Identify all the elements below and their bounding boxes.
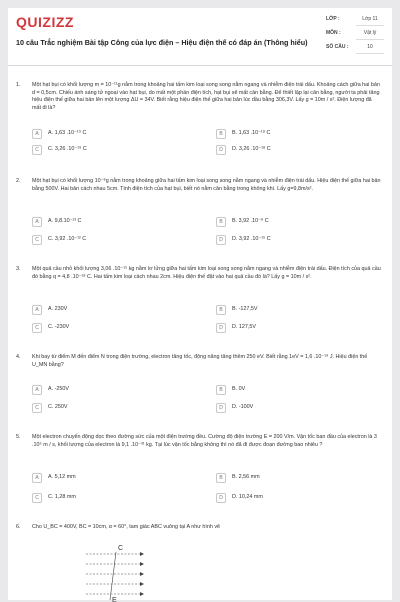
meta-subject xyxy=(326,30,386,42)
option-letter: C xyxy=(32,403,42,413)
option-c[interactable] xyxy=(32,234,202,246)
option-a[interactable] xyxy=(32,216,202,228)
option-text: C. 3,92 .10⁻¹² C xyxy=(48,236,87,242)
question-number: 2. xyxy=(16,178,21,184)
option-text: B. 2,56 mm xyxy=(232,474,260,480)
option-b[interactable] xyxy=(216,304,386,316)
option-letter: C xyxy=(32,145,42,155)
option-letter: D xyxy=(216,403,226,413)
question-5 xyxy=(8,434,392,514)
option-b[interactable] xyxy=(216,216,386,228)
electric-field-diagram xyxy=(82,542,172,602)
meta-subject-label: MÔN : xyxy=(326,30,341,36)
page-title: 10 câu Trắc nghiệm Bài tập Công của lực điện – Hiệu điện thế có đáp án (Thông hiểu) xyxy=(16,38,308,47)
question-text: Khi bay từ điểm M đến điểm N trong điện trường, electron tăng tốc, động năng tăng thêm 250 eV. Biết rằng 1eV = 1,6 .10⁻¹⁹ J. Hiệu điện thế U_MN bằng? xyxy=(32,354,368,368)
option-letter: D xyxy=(216,235,226,245)
option-text: B. -127,5V xyxy=(232,306,258,312)
option-letter: B xyxy=(216,473,226,483)
meta-subject-value: Vật lý xyxy=(356,30,384,40)
option-text: A. 230V xyxy=(48,306,68,312)
option-letter: A xyxy=(32,305,42,315)
option-d[interactable] xyxy=(216,322,386,334)
option-a[interactable] xyxy=(32,384,202,396)
question-3 xyxy=(8,266,392,342)
worksheet-header xyxy=(8,8,392,66)
option-letter: C xyxy=(32,235,42,245)
option-c[interactable] xyxy=(32,322,202,334)
option-d[interactable] xyxy=(216,492,386,504)
quizizz-logo: QUIZIZZ xyxy=(16,14,74,30)
option-a[interactable] xyxy=(32,128,202,140)
question-2 xyxy=(8,178,392,248)
question-number: 5. xyxy=(16,434,21,440)
worksheet-page xyxy=(8,8,392,600)
meta-count-value: 10 xyxy=(356,44,384,54)
option-text: C. -230V xyxy=(48,324,70,330)
meta-class xyxy=(326,16,386,28)
option-letter: C xyxy=(32,323,42,333)
option-letter: B xyxy=(216,305,226,315)
option-text: D. 127,5V xyxy=(232,324,256,330)
option-letter: D xyxy=(216,145,226,155)
option-text: A. 9,8.10⁻¹³ C xyxy=(48,218,82,224)
option-letter: A xyxy=(32,217,42,227)
option-letter: A xyxy=(32,385,42,395)
option-text: A. -250V xyxy=(48,386,69,392)
option-letter: A xyxy=(32,473,42,483)
option-a[interactable] xyxy=(32,472,202,484)
option-c[interactable] xyxy=(32,492,202,504)
question-text: Cho U_BC = 400V, BC = 10cm, α = 60°, tam giác ABC vuông tại A như hình vẽ xyxy=(32,524,221,530)
field-e-label: E xyxy=(112,597,117,602)
option-letter: B xyxy=(216,385,226,395)
question-text: Một electron chuyển động dọc theo đường sức của một điện trường đều. Cường độ điện trường E = 200 V/m. Vận tốc ban đầu của electron là 3 .10⁵ m / s, khối lượng của electron là 9,1 .10⁻³¹ kg. Tại lúc vận tốc bằng không thì nó đã đi được đoạn đường bao nhiêu ? xyxy=(32,434,377,448)
option-c[interactable] xyxy=(32,144,202,156)
question-number: 3. xyxy=(16,266,21,272)
option-d[interactable] xyxy=(216,144,386,156)
question-text: Một hạt bụi có khối lượng 10⁻⁸g nằm trong khoảng giữa hai tấm kim loại song song nằm ngang và nhiễm điện trái dấu. Hiệu điện thế giữa hai bản bằng 500V. Hai bản cách nhau 5cm. Tính điện tích của hạt bụi, biết nó nằm cân bằng trong không khí. Lấy g=9,8m/s². xyxy=(32,178,381,192)
option-text: B. 1,63 .10⁻¹⁸ C xyxy=(232,130,271,136)
question-text: Một hạt bụi có khối lượng m = 10⁻¹¹g nằm trong khoảng hai tấm kim loại song song nằm ngang và nhiễm điện trái dấu. Khoảng cách giữa hai bản d = 0,5cm. Chiếu ánh sáng tử ngoại vào hạt bụi, do mất một phần điện tích, hạt bụi sẽ mất cân bằng. Để thiết lập lại cân bằng, người ta phải tăng hiệu điện thế giữa hai bản lên một lượng ΔU = 34V. Biết rằng hiệu điện thế giữa hai bản lúc đầu bằng 306,3V. Lấy g = 10m / s². Điện lượng đã mất đi là? xyxy=(32,82,380,111)
option-b[interactable] xyxy=(216,128,386,140)
option-text: C. 3,26 .10⁻¹⁹ C xyxy=(48,146,87,152)
question-number: 6. xyxy=(16,524,21,530)
option-b[interactable] xyxy=(216,472,386,484)
meta-class-value: Lớp 11 xyxy=(356,16,384,26)
option-letter: B xyxy=(216,129,226,139)
question-4 xyxy=(8,354,392,422)
option-c[interactable] xyxy=(32,402,202,414)
meta-class-label: LỚP : xyxy=(326,16,340,22)
question-text: Một quả cầu nhỏ khối lượng 3,06 .10⁻¹⁵ kg nằm lơ lửng giữa hai tấm kim loại song song nằm ngang và nhiễm điện trái dấu. Điện tích của quả cầu đó bằng q = 4,8 .10⁻¹⁸ C. Hai tấm kim loại cách nhau 2cm. Hiệu điện thế đặt vào hai quả cầu đó là? Lấy g = 10m / s². xyxy=(32,266,381,280)
option-text: D. 3,92 .10⁻¹⁵ C xyxy=(232,236,271,242)
option-text: B. 3,92 .10⁻⁸ C xyxy=(232,218,269,224)
option-text: B. 0V xyxy=(232,386,246,392)
option-b[interactable] xyxy=(216,384,386,396)
question-6 xyxy=(8,524,392,536)
option-text: C. 1,28 mm xyxy=(48,494,76,500)
option-text: D. 3,26 .10⁻¹⁸ C xyxy=(232,146,271,152)
question-1 xyxy=(8,82,392,154)
option-text: D. -100V xyxy=(232,404,254,410)
point-c-label: C xyxy=(118,545,124,552)
option-a[interactable] xyxy=(32,304,202,316)
option-d[interactable] xyxy=(216,402,386,414)
meta-count xyxy=(326,44,386,56)
option-text: A. 1,63 .10⁻¹⁹ C xyxy=(48,130,87,136)
option-letter: D xyxy=(216,323,226,333)
option-letter: C xyxy=(32,493,42,503)
option-letter: A xyxy=(32,129,42,139)
option-text: C. 250V xyxy=(48,404,68,410)
option-d[interactable] xyxy=(216,234,386,246)
option-letter: B xyxy=(216,217,226,227)
option-letter: D xyxy=(216,493,226,503)
option-text: A. 5,12 mm xyxy=(48,474,76,480)
question-number: 4. xyxy=(16,354,21,360)
question-number: 1. xyxy=(16,82,21,88)
meta-count-label: SỐ CÂU : xyxy=(326,44,349,50)
option-text: D. 10,24 mm xyxy=(232,494,263,500)
